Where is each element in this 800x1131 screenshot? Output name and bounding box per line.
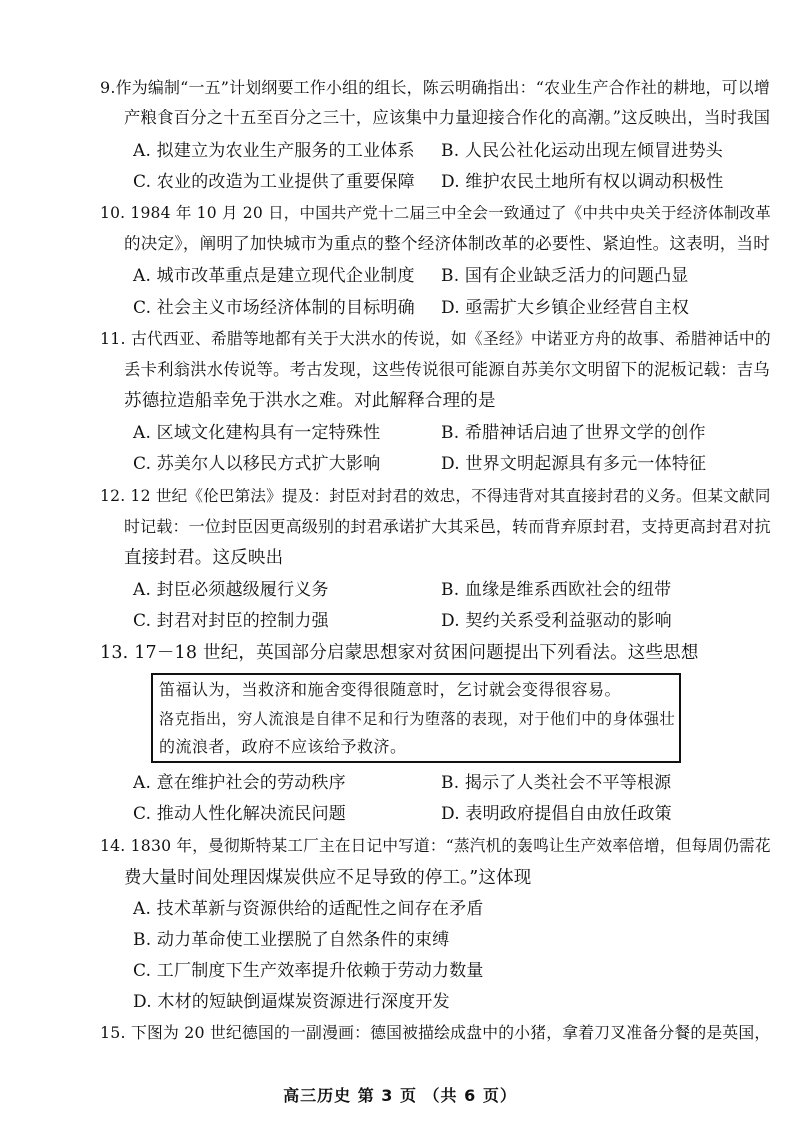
q9-option-b: B. 人民公社化运动出现左倾冒进势头 bbox=[441, 141, 723, 161]
q13-quote-locke-2: 的流浪者，政府不应该给予救济。 bbox=[159, 737, 407, 756]
q15-stem-line-1: 15. 下图为 20 世纪德国的一副漫画：德国被描绘成盘中的小猪，拿着刀叉准备分餐的是英国， bbox=[100, 1023, 771, 1042]
q12-option-b: B. 血缘是维系西欧社会的纽带 bbox=[441, 580, 672, 600]
q12-stem-line-2: 时记载：一位封臣因更高级别的封君承诺扩大其采邑，转而背弃原封君，支持更高封君对抗 bbox=[124, 517, 771, 536]
q10-option-a: A. 城市改革重点是建立现代企业制度 bbox=[133, 266, 415, 286]
q14-option-c: C. 工厂制度下生产效率提升依赖于劳动力数量 bbox=[133, 961, 484, 981]
q12-stem-line-3: 直接封君。这反映出 bbox=[124, 548, 284, 568]
q10-stem-line-1: 10. 1984 年 10 月 20 日，中国共产党十二届三中全会一致通过了《中共中央关于经济体制改革 bbox=[100, 204, 771, 222]
q9-option-d: D. 维护农民土地所有权以调动积极性 bbox=[441, 172, 724, 192]
q13-quote-defoe: 笛福认为，当救济和施舍变得很随意时，乞讨就会变得很容易。 bbox=[159, 680, 622, 699]
q14-option-a: A. 技术革新与资源供给的适配性之间存在矛盾 bbox=[133, 899, 484, 919]
q14-option-b: B. 动力革命使工业摆脱了自然条件的束缚 bbox=[133, 930, 450, 950]
q13-quote-locke-1: 洛克指出，穷人流浪是自律不足和行为堕落的表现，对于他们中的身体强壮 bbox=[159, 710, 676, 728]
q12-option-d: D. 契约关系受利益驱动的影响 bbox=[441, 611, 672, 631]
q12-option-c: C. 封君对封臣的控制力强 bbox=[133, 611, 329, 631]
q10-option-d: D. 亟需扩大乡镇企业经营自主权 bbox=[441, 298, 690, 318]
q12-stem-line-1: 12. 12 世纪《伦巴第法》提及：封臣对封君的效忠，不得违背对其直接封君的义务。但某文献同 bbox=[100, 487, 771, 505]
page-footer: 高三历史 第 3 页 （共 6 页） bbox=[283, 1086, 517, 1105]
q9-stem-line-2: 产粮食百分之十五至百分之三十，应该集中力量迎接合作化的高潮。”这反映出，当时我国 bbox=[124, 108, 771, 127]
q11-stem-line-2: 丢卡利翁洪水传说等。考古发现，这些传说很可能源自苏美尔文明留下的泥板记载：吉乌 bbox=[124, 360, 770, 379]
q13-option-d: D. 表明政府提倡自由放任政策 bbox=[441, 804, 672, 824]
q9-option-a: A. 拟建立为农业生产服务的工业体系 bbox=[133, 141, 415, 161]
q11-option-c: C. 苏美尔人以移民方式扩大影响 bbox=[133, 454, 381, 474]
q13-option-b: B. 揭示了人类社会不平等根源 bbox=[441, 773, 672, 793]
q13-option-a: A. 意在维护社会的劳动秩序 bbox=[133, 773, 346, 793]
q13-option-c: C. 推动人性化解决流民问题 bbox=[133, 804, 347, 824]
q11-option-d: D. 世界文明起源具有多元一体特征 bbox=[441, 454, 707, 474]
q11-option-b: B. 希腊神话启迪了世界文学的创作 bbox=[441, 423, 706, 443]
q14-option-d: D. 木材的短缺倒逼煤炭资源进行深度开发 bbox=[133, 992, 450, 1012]
q14-stem-line-1: 14. 1830 年，曼彻斯特某工厂主在日记中写道：“蒸汽机的轰鸣让生产效率倍增，但每周仍需花 bbox=[100, 836, 771, 855]
q9-option-c: C. 农业的改造为工业提供了重要保障 bbox=[133, 172, 415, 192]
q14-stem-line-2: 费大量时间处理因煤炭供应不足导致的停工。”这体现 bbox=[124, 868, 532, 888]
q10-option-b: B. 国有企业缺乏活力的问题凸显 bbox=[441, 266, 689, 286]
q10-option-c: C. 社会主义市场经济体制的目标明确 bbox=[133, 298, 415, 318]
q11-stem-line-3: 苏德拉造船幸免于洪水之难。对此解释合理的是 bbox=[124, 391, 496, 411]
q10-stem-line-2: 的决定》，阐明了加快城市为重点的整个经济体制改革的必要性、紧迫性。这表明，当时 bbox=[124, 234, 771, 253]
q9-stem-line-1: 9.作为编制“一五”计划纲要工作小组的组长，陈云明确指出：“农业生产合作社的耕地，可以增 bbox=[100, 78, 771, 97]
q13-stem-line-1: 13. 17－18 世纪，英国部分启蒙思想家对贫困问题提出下列看法。这些思想 bbox=[100, 643, 699, 663]
q11-option-a: A. 区域文化建构具有一定特殊性 bbox=[133, 423, 381, 443]
q12-option-a: A. 封臣必须越级履行义务 bbox=[133, 580, 329, 600]
q11-stem-line-1: 11. 古代西亚、希腊等地都有关于大洪水的传说，如《圣经》中诺亚方舟的故事、希腊神话中的 bbox=[100, 329, 771, 348]
